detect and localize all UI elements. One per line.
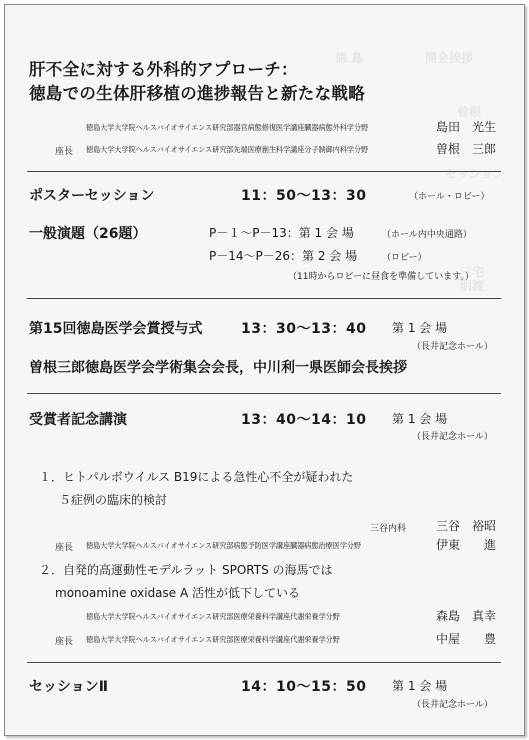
chair-name: 中屋 豊 (436, 632, 497, 646)
session-2-venue: 第 1 会 場 (392, 679, 448, 693)
chair-name: 島田 光生 (436, 120, 497, 134)
show-through-text: セッション (445, 167, 505, 181)
show-through-text: 明渡 (460, 279, 485, 293)
poster-session-time: 11：50〜13：30 (241, 188, 367, 204)
lecture-venue: 第 1 会 場 (392, 412, 448, 426)
show-through-text: 曾根 (457, 105, 482, 119)
talk-1-title-line-2: ５症例の臨床的検討 (59, 493, 168, 507)
chair-affiliation: 徳島大学大学院ヘルスバイオサイエンス研究部器官病態修復医学講座臓器病態外科学分野 (86, 123, 369, 132)
lunch-note: （11時からロビーに昼食を準備しています。） (288, 272, 474, 282)
talk-2-author-affiliation: 徳島大学大学院ヘルスバイオサイエンス研究部医療栄養科学講座代謝栄養学分野 (86, 612, 340, 621)
award-ceremony-time: 13：30〜13：40 (241, 321, 367, 337)
poster-session-place: （ホール・ロビー） (409, 192, 490, 202)
show-through-text: 徳 島 (335, 51, 364, 65)
award-ceremony-heading: 第15回徳島医学会賞授与式 (29, 321, 203, 337)
chair-affiliation: 徳島大学大学院ヘルスバイオサイエンス研究部先端医療創生科学講座分子制御内科学分野 (86, 145, 369, 154)
title-line-1: 肝不全に対する外科的アプローチ： (29, 60, 298, 79)
general-row-place: （ロビー） (382, 253, 427, 263)
general-row-range: P－１〜P－13：第 1 会 場 (209, 226, 354, 240)
general-row-range: P－14〜P－26：第 2 会 場 (209, 249, 358, 263)
chair-role-label: 座長 (55, 147, 74, 157)
general-row-place: （ホール内中央通路） (382, 230, 472, 240)
chair-role-label: 座長 (55, 543, 74, 553)
lecture-heading: 受賞者記念講演 (29, 412, 127, 428)
talk-1-author-name: 三谷 裕昭 (436, 519, 497, 533)
show-through-text: 開会挨拶 (425, 51, 474, 65)
award-hall: （長井記念ホール） (412, 342, 493, 352)
chair-name: 伊東 進 (436, 538, 497, 552)
session-2-heading: セッションⅡ (29, 679, 108, 695)
lecture-time: 13：40〜14：10 (241, 412, 367, 428)
section-divider (27, 662, 501, 663)
talk-2-title-line-2: monoamine oxidase A 活性が低下している (55, 586, 301, 600)
poster-session-heading: ポスターセッション (29, 188, 155, 204)
chair-name: 曽根 三郎 (436, 142, 497, 156)
talk-2-author-name: 森島 真幸 (436, 609, 497, 623)
chair-affiliation: 徳島大学大学院ヘルスバイオサイエンス研究部病態予防医学講座臓器病態治療医学分野 (86, 541, 361, 550)
talk-2-title-line-1: ２．自発的高運動性モデルラット SPORTS の海馬では (39, 563, 333, 577)
show-through-text: 三宅 (460, 265, 485, 279)
lecture-hall: （長井記念ホール） (412, 432, 493, 442)
chair-role-label: 座長 (55, 637, 74, 647)
talk-1-title-line-1: １．ヒトパルボウイルス B19による急性心不全が疑われた (39, 470, 354, 484)
section-divider (27, 298, 501, 299)
section-divider (27, 393, 501, 394)
talk-1-author-dept: 三谷内科 (370, 524, 407, 534)
award-greeting: 曽根三郎徳島医学会学術集会会長，中川利一県医師会長挨拶 (29, 360, 407, 376)
document-page (4, 4, 525, 736)
session-2-hall: （長井記念ホール） (412, 700, 493, 710)
chair-affiliation: 徳島大学大学院ヘルスバイオサイエンス研究部医療栄養科学講座代謝栄養学分野 (86, 635, 340, 644)
award-venue: 第 1 会 場 (392, 321, 448, 335)
section-divider (27, 171, 501, 172)
session-2-time: 14：10〜15：50 (241, 679, 367, 695)
general-presentations-heading: 一般演題（26題） (29, 226, 147, 242)
title-line-2: 徳島での生体肝移植の進捗報告と新たな戦略 (29, 84, 365, 103)
